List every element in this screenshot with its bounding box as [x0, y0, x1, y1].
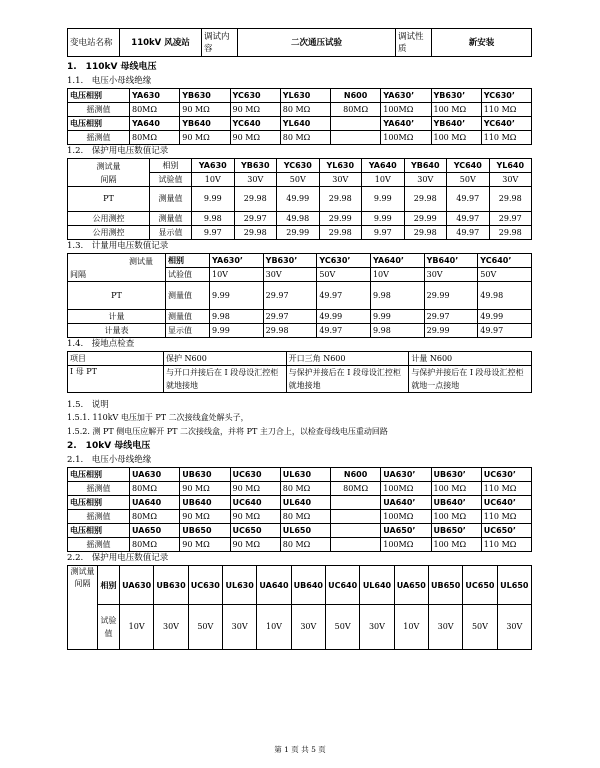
cell: 100MΩ: [381, 103, 431, 117]
cell: YA640’: [370, 254, 424, 268]
cell: YA640’: [381, 117, 431, 131]
table-row: [68, 310, 532, 324]
cell: YL640: [489, 159, 532, 173]
cell: 100 MΩ: [431, 131, 481, 145]
cell: 29.99: [277, 226, 320, 240]
cell: 49.97: [478, 324, 532, 338]
cell: 29.98: [234, 226, 277, 240]
cell: YL630: [280, 89, 330, 103]
insulation-table-110kv: [67, 88, 532, 145]
cell: UC630: [230, 468, 280, 482]
cell: 29.99: [424, 282, 478, 310]
cell: 49.97: [447, 212, 490, 226]
label-station: 变电站名称: [68, 29, 120, 57]
cell: N600: [331, 468, 381, 482]
cell: 9.98: [370, 282, 424, 310]
cell: 摇测值: [68, 482, 130, 496]
cell: UC650: [463, 566, 497, 605]
cell: 10V: [394, 605, 428, 650]
cell: 测量值: [166, 282, 210, 310]
cell: YC640’: [481, 117, 531, 131]
cell: UC640: [325, 566, 359, 605]
section-2-1-title: 2.1. 电压小母线绝缘: [67, 455, 152, 465]
note-1: 1.5.1. 110kV 电压加于 PT 二次接线盒处解头子，: [67, 413, 249, 422]
table-row: [68, 254, 532, 268]
cell: 与保护并接后在 I 段母设汇控柜就地接地: [286, 366, 409, 393]
table-row: [68, 159, 532, 173]
cell: UA640: [257, 566, 291, 605]
cell: YB630’: [263, 254, 317, 268]
cell: 与开口并接后在 I 段母设汇控柜就地接地: [164, 366, 287, 393]
cell: PT: [68, 282, 166, 310]
cell: YB640’: [431, 117, 481, 131]
table-row: [68, 282, 532, 310]
cell: 摇测值: [68, 131, 130, 145]
cell: 49.97: [447, 226, 490, 240]
cell: 50V: [447, 173, 490, 187]
cell: YC630’: [481, 89, 531, 103]
cell: I 母 PT: [68, 366, 164, 393]
cell: 30V: [222, 605, 256, 650]
cell: UB640’: [431, 496, 481, 510]
cell: 90 MΩ: [180, 538, 230, 552]
cell: 29.99: [424, 324, 478, 338]
cell: YA640: [130, 117, 180, 131]
cell: YC640’: [478, 254, 532, 268]
cell: 电压相别: [68, 117, 130, 131]
cell: 29.97: [263, 282, 317, 310]
cell: 摇测值: [68, 103, 130, 117]
cell: YB640: [404, 159, 447, 173]
cell: 80 MΩ: [280, 538, 330, 552]
cell: UB650’: [431, 524, 481, 538]
cell: 30V: [404, 173, 447, 187]
cell: 100MΩ: [381, 538, 431, 552]
cell: 29.98: [404, 187, 447, 212]
grounding-table: [67, 351, 532, 393]
table-row: [68, 524, 532, 538]
cell: 公用测控: [68, 212, 150, 226]
cell: 9.98: [210, 310, 264, 324]
cell: 9.99: [362, 212, 405, 226]
cell: [331, 538, 381, 552]
cell: 80MΩ: [331, 482, 381, 496]
test-content: 二次通压试验: [238, 29, 396, 57]
cell: 10V: [257, 605, 291, 650]
cell: 试验值: [98, 605, 120, 650]
cell: 90 MΩ: [180, 510, 230, 524]
cell: 110 MΩ: [481, 482, 531, 496]
cell: UC650: [230, 524, 280, 538]
table-row: [68, 117, 532, 131]
cell: UA650’: [381, 524, 431, 538]
label-content: 调试内容: [202, 29, 238, 57]
cell: 49.97: [447, 187, 490, 212]
cell: 30V: [428, 605, 462, 650]
cell: 相别: [98, 566, 120, 605]
label-nature: 调试性质: [396, 29, 432, 57]
cell: 9.99: [370, 310, 424, 324]
cell: 10V: [192, 173, 235, 187]
cell: 90 MΩ: [180, 131, 230, 145]
cell: 110 MΩ: [481, 131, 531, 145]
cell: UA640’: [381, 496, 431, 510]
table-row: [68, 352, 532, 366]
cell: 49.97: [317, 324, 371, 338]
cell: UB640: [180, 496, 230, 510]
cell: 计量: [68, 310, 166, 324]
cell: 80MΩ: [130, 538, 180, 552]
cell: 80 MΩ: [280, 510, 330, 524]
cell: YA630: [130, 89, 180, 103]
cell: YL630: [319, 159, 362, 173]
cell: 30V: [319, 173, 362, 187]
table-row: [68, 366, 532, 393]
cell: YB640’: [424, 254, 478, 268]
cell: 29.97: [263, 310, 317, 324]
corner-cell: [68, 254, 166, 282]
cell: 29.98: [319, 187, 362, 212]
cell: 公用测控: [68, 226, 150, 240]
cell: 90 MΩ: [180, 103, 230, 117]
cell: 49.99: [317, 310, 371, 324]
cell: 显示值: [166, 324, 210, 338]
cell: YB640: [180, 117, 230, 131]
page-footer: 第 1 页 共 5 页: [274, 745, 326, 754]
cell: YB630: [180, 89, 230, 103]
section-1-4-title: 1.4. 接地点检查: [67, 339, 135, 349]
cell: 30V: [154, 605, 188, 650]
cell: 50V: [325, 605, 359, 650]
cell: 29.98: [489, 187, 532, 212]
cell: 50V: [478, 268, 532, 282]
table-row: [68, 482, 532, 496]
cell: 相别: [150, 159, 192, 173]
cell: 摇测值: [68, 538, 130, 552]
cell: 29.97: [424, 310, 478, 324]
cell: 29.98: [234, 187, 277, 212]
table-row: [68, 212, 532, 226]
cell: 与保护并接后在 I 段母设汇控柜就地一点接地: [409, 366, 532, 393]
cell: UL640: [360, 566, 394, 605]
cell: 29.97: [234, 212, 277, 226]
corner-top: 测试量: [96, 161, 121, 171]
cell: 29.99: [319, 212, 362, 226]
table-row: [68, 468, 532, 482]
cell: 计量表: [68, 324, 166, 338]
cell: 29.98: [319, 226, 362, 240]
header-table: [67, 28, 532, 57]
section-2-title: 2. 10kV 母线电压: [67, 441, 151, 451]
cell: 试验值: [166, 268, 210, 282]
cell: 90 MΩ: [230, 538, 280, 552]
cell: 测量值: [150, 212, 192, 226]
cell: 30V: [489, 173, 532, 187]
cell: 90 MΩ: [230, 510, 280, 524]
cell: 开口三角 N600: [286, 352, 409, 366]
cell: 9.99: [210, 324, 264, 338]
cell: 试验值: [150, 173, 192, 187]
cell: 9.98: [370, 324, 424, 338]
cell: 30V: [291, 605, 325, 650]
cell: 10V: [120, 605, 154, 650]
cell: [331, 117, 381, 131]
cell: YA630: [192, 159, 235, 173]
cell: UA640: [130, 496, 180, 510]
cell: 100 MΩ: [431, 538, 481, 552]
cell: YC630: [230, 89, 280, 103]
cell: 49.97: [317, 282, 371, 310]
table-row: [68, 510, 532, 524]
cell: UA630: [130, 468, 180, 482]
cell: 30V: [497, 605, 531, 650]
table-row: [68, 324, 532, 338]
cell: UL630: [222, 566, 256, 605]
cell: UC650’: [481, 524, 531, 538]
cell: YL640: [280, 117, 330, 131]
cell: 80 MΩ: [280, 103, 330, 117]
cell: 9.98: [192, 212, 235, 226]
corner-cell: [68, 159, 150, 187]
cell: 100 MΩ: [431, 482, 481, 496]
cell: 电压相别: [68, 468, 130, 482]
cell: UB640: [291, 566, 325, 605]
cell: 29.97: [489, 212, 532, 226]
section-1-3-title: 1.3. 计量用电压数值记录: [67, 241, 169, 251]
protection-voltage-table: [67, 158, 532, 240]
cell: 49.99: [478, 310, 532, 324]
cell: 100MΩ: [381, 131, 431, 145]
table-row: [68, 89, 532, 103]
cell: 80MΩ: [130, 482, 180, 496]
cell: 显示值: [150, 226, 192, 240]
cell: 相别: [166, 254, 210, 268]
cell: 80MΩ: [130, 131, 180, 145]
cell: 9.97: [362, 226, 405, 240]
table-row: [68, 103, 532, 117]
cell: 9.99: [192, 187, 235, 212]
cell: YC630’: [317, 254, 371, 268]
cell: YB630: [234, 159, 277, 173]
corner-bottom: 间隔: [100, 174, 117, 184]
cell: UA650: [130, 524, 180, 538]
cell: 49.98: [478, 282, 532, 310]
cell: 100 MΩ: [431, 510, 481, 524]
cell: 电压相别: [68, 524, 130, 538]
cell: 100MΩ: [381, 482, 431, 496]
cell: 保护 N600: [164, 352, 287, 366]
cell: [331, 510, 381, 524]
cell: 9.99: [362, 187, 405, 212]
cell: 80MΩ: [130, 510, 180, 524]
cell: 测量值: [150, 187, 192, 212]
table-row: [68, 187, 532, 212]
corner-cell: 测试量间隔: [68, 566, 98, 650]
cell: 29.99: [404, 212, 447, 226]
cell: 10V: [370, 268, 424, 282]
table-row: [68, 496, 532, 510]
cell: PT: [68, 187, 150, 212]
cell: 29.98: [263, 324, 317, 338]
cell: 49.99: [277, 187, 320, 212]
cell: 110 MΩ: [481, 103, 531, 117]
cell: 计量 N600: [409, 352, 532, 366]
document-page: [67, 28, 532, 650]
cell: N600: [331, 89, 381, 103]
cell: 30V: [263, 268, 317, 282]
cell: YB630’: [431, 89, 481, 103]
corner-top: 测试量: [129, 256, 153, 266]
protection-voltage-table-10kv: [67, 565, 532, 650]
table-row: [68, 538, 532, 552]
cell: 50V: [188, 605, 222, 650]
cell: 90 MΩ: [230, 103, 280, 117]
cell: UC630: [188, 566, 222, 605]
cell: 100 MΩ: [431, 103, 481, 117]
cell: YC640: [230, 117, 280, 131]
table-row: [68, 131, 532, 145]
cell: 50V: [463, 605, 497, 650]
section-1-1-title: 1.1. 电压小母线绝缘: [67, 76, 152, 86]
cell: 10V: [362, 173, 405, 187]
cell: 110 MΩ: [481, 538, 531, 552]
section-1-5-title: 1.5. 说明: [67, 400, 109, 410]
table-row: [68, 605, 532, 650]
cell: YC640: [447, 159, 490, 173]
cell: 80MΩ: [331, 103, 381, 117]
cell: UB630: [180, 468, 230, 482]
cell: 摇测值: [68, 510, 130, 524]
test-nature: 新安装: [432, 29, 532, 57]
section-2-2-title: 2.2. 保护用电压数值记录: [67, 553, 169, 563]
cell: 29.98: [489, 226, 532, 240]
cell: 80 MΩ: [280, 131, 330, 145]
section-1-2-title: 1.2. 保护用电压数值记录: [67, 146, 169, 156]
cell: 9.99: [210, 282, 264, 310]
cell: UL650: [497, 566, 531, 605]
cell: [331, 524, 381, 538]
corner-bottom: 间隔: [70, 269, 86, 279]
cell: 30V: [234, 173, 277, 187]
section-1-title: 1. 110kV 母线电压: [67, 62, 157, 72]
cell: UB650: [180, 524, 230, 538]
cell: UB630’: [431, 468, 481, 482]
cell: UC640’: [481, 496, 531, 510]
cell: 电压相别: [68, 496, 130, 510]
cell: YA630’: [381, 89, 431, 103]
cell: 90 MΩ: [230, 482, 280, 496]
cell: 电压相别: [68, 89, 130, 103]
cell: 10V: [210, 268, 264, 282]
cell: YA640: [362, 159, 405, 173]
table-row: [68, 226, 532, 240]
cell: UL630: [280, 468, 330, 482]
cell: UC630’: [481, 468, 531, 482]
cell: 80MΩ: [130, 103, 180, 117]
cell: 30V: [360, 605, 394, 650]
cell: 110 MΩ: [481, 510, 531, 524]
cell: 29.98: [404, 226, 447, 240]
insulation-table-10kv: [67, 467, 532, 552]
cell: 90 MΩ: [180, 482, 230, 496]
cell: UA630’: [381, 468, 431, 482]
cell: [331, 131, 381, 145]
cell: UL640: [280, 496, 330, 510]
cell: 测量值: [166, 310, 210, 324]
cell: YC630: [277, 159, 320, 173]
cell: UA630: [120, 566, 154, 605]
cell: 50V: [317, 268, 371, 282]
metering-voltage-table: [67, 253, 532, 338]
cell: UB630: [154, 566, 188, 605]
cell: UA650: [394, 566, 428, 605]
cell: 50V: [277, 173, 320, 187]
cell: YA630’: [210, 254, 264, 268]
cell: UC640: [230, 496, 280, 510]
cell: 9.97: [192, 226, 235, 240]
note-2: 1.5.2. 测 PT 侧电压应解开 PT 二次接线盒，并将 PT 主刀合上，以检查母线电压重动回路: [67, 427, 388, 436]
cell: 项目: [68, 352, 164, 366]
station-name: 110kV 风凌站: [120, 29, 202, 57]
cell: UL650: [280, 524, 330, 538]
cell: UB650: [428, 566, 462, 605]
cell: 30V: [424, 268, 478, 282]
cell: 49.98: [277, 212, 320, 226]
cell: [331, 496, 381, 510]
cell: 80 MΩ: [280, 482, 330, 496]
cell: 100MΩ: [381, 510, 431, 524]
cell: 90 MΩ: [230, 131, 280, 145]
table-row: [68, 566, 532, 605]
